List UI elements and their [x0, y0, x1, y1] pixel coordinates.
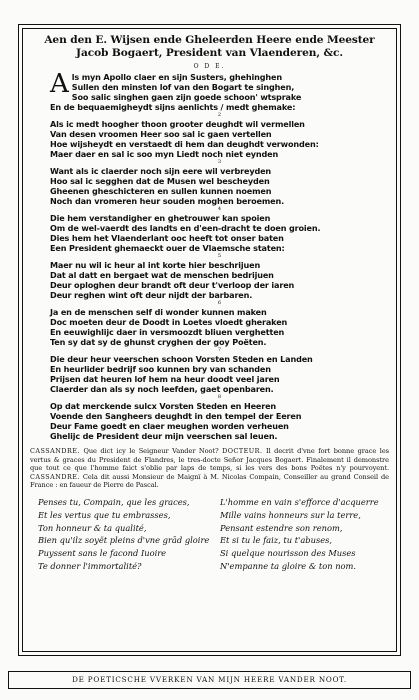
- verse-line: Et les vertus que tu embrasses,: [38, 509, 171, 520]
- running-footer: DE POETICSCHE VVERKEN VAN MIJN HEERE VANDER NOOT.: [8, 671, 411, 689]
- verse-line: Te donner l'immortalité?: [38, 560, 142, 571]
- verse-line: Een President ghemaeckt ouer de Vlaemsche staten:: [50, 243, 285, 253]
- french-verse: [30, 496, 389, 573]
- verse-column-left: [30, 496, 216, 573]
- stanza: [50, 69, 389, 112]
- verse-line: Op dat merckende sulcx Vorsten Steden en Heeren: [50, 401, 277, 411]
- verse-line: Dies hem het Vlaenderlant ooc heeft tot onser baten: [50, 233, 284, 243]
- verse-line: Ja en de menschen self di wonder kunnen maken: [50, 307, 267, 317]
- verse-line: Dat al datt en bergaet wat de menschen bedrijuen: [50, 270, 274, 280]
- stanza-number: 3: [217, 159, 222, 165]
- speaker-name: CASSANDRE.: [30, 472, 80, 481]
- verse-line: Voende den Sangheers deughdt in den tempel der Eeren: [50, 411, 302, 421]
- verse-line: Deur Fame goedt en claer meughen worden verheuen: [50, 421, 289, 431]
- dedication-title: [30, 34, 389, 59]
- ode-label: O D E.: [193, 63, 226, 70]
- verse-line: Hoo sal ic segghen dat de Musen wel bescheyden: [50, 176, 270, 186]
- verse-line: Ten sy dat sy de ghunst cryghen der goy Poëten.: [50, 337, 267, 347]
- verse-line: Gheenen gheschicteren en sullen kunnen noemen: [50, 186, 272, 196]
- stanza-number: 5: [217, 253, 222, 259]
- verse-line: L'homme en vain s'efforce d'acquerre: [220, 496, 379, 507]
- verse-line: Die deur heur veerschen schoon Vorsten Steden en Landen: [50, 354, 313, 364]
- drop-capital: A: [50, 69, 69, 99]
- verse-line: Maer nu wil ic heur al int korte hier beschrijuen: [50, 260, 261, 270]
- stanza-number: 2: [217, 112, 222, 118]
- verse-line: Si quelque nourisson des Muses: [220, 548, 356, 559]
- stanza-number: 8: [217, 394, 222, 400]
- verse-line: Pensant estendre son renom,: [220, 522, 343, 533]
- verse-line: Die hem verstandigher en ghetrouwer kan spoien: [50, 213, 271, 223]
- stanza: [50, 159, 389, 206]
- stanza: [50, 206, 389, 253]
- verse-line: En heurlider bedrijf soo kunnen bry van schanden: [50, 364, 271, 374]
- verse-line: Prijsen dat heuren lof hem na heur doodt veel jaren: [50, 374, 280, 384]
- verse-line: En eeuwighlijc daer in versmoozdt bliuen verghetten: [50, 327, 285, 337]
- verse-column-right: [216, 496, 379, 573]
- verse-line: Als ic medt hoogher thoon grooter deughdt wil vermellen: [50, 119, 305, 129]
- verse-line: N'empanne ta gloire & ton nom.: [220, 560, 357, 571]
- speaker-name: CASSANDRE.: [30, 447, 80, 455]
- verse-line: Doc moeten deur de Doodt in Loetes vloedt gheraken: [50, 317, 288, 327]
- stanza-number: 7: [217, 347, 222, 353]
- stanza-number: 4: [217, 206, 222, 212]
- dedication-title-line2: Jacob Bogaert, President van Vlaenderen, &c.: [76, 46, 343, 59]
- stanza-number: 6: [217, 300, 222, 306]
- speaker-name: DOCTEUR.: [222, 447, 263, 455]
- stanza: [50, 253, 389, 300]
- verse-line: Om de wel-vaerdt des landts en d'een-dracht te doen groien.: [50, 223, 321, 233]
- verse-line: Mille vains honneurs sur la terre,: [220, 509, 361, 520]
- stanza: [50, 300, 389, 347]
- verse-line: Claerder dan als sy noch leefden, gaet openbaren.: [50, 384, 274, 394]
- dedication-title-line1: Aen den E. Wijsen ende Gheleerden Heere ende Meester: [44, 34, 375, 46]
- prose-text: Il decrit d'vne fort bonne grace les vertus & graces du President de Flandres, le tres-docte Señor Jacques Bogaert. Finalement il demonstre que tout ce que l'homme faict s'oblie par laps de temps, si les vers des bons Poëtes n'y pourvoyent.: [30, 447, 390, 473]
- verse-line: Ton honneur & ta qualité,: [38, 522, 147, 533]
- verse-line: Deur oploghen deur brandt oft deur t'verloop der iaren: [50, 280, 295, 290]
- verse-line: Noch dan vromeren heur souden moghen beroemen.: [50, 196, 284, 206]
- stanza: [50, 112, 389, 159]
- verse-line: Soo salic singhen gaen zijn goede schoon' wtsprake: [71, 92, 302, 102]
- verse-line: En de bequaemigheydt sijns aenlichts / medt ghemake:: [50, 102, 296, 112]
- verse-line: Et si tu le faiz, tu t'abuses,: [220, 535, 333, 546]
- stanza: [50, 394, 389, 441]
- verse-line: Puyssent sans le facond Iuoire: [38, 548, 167, 559]
- verse-line: ls myn Apollo claer en sijn Susters, ghehinghen: [71, 72, 282, 82]
- verse-line: Sullen den minsten lof van den Bogart te singhen,: [71, 82, 295, 92]
- verse-line: Bien qu'ilz soyët pleins d'vne grād gloire: [38, 535, 210, 546]
- stanza: [50, 347, 389, 394]
- prose-dialogue: [30, 447, 389, 490]
- ode-stanzas: [50, 69, 389, 441]
- verse-line: Hoe wijsheydt en verstaedt di hem dan deughdt verwonden:: [50, 139, 319, 149]
- verse-line: Maer daer en sal ic soo myn Liedt noch niet eynden: [50, 149, 279, 159]
- verse-line: Want als ic claerder noch sijn eere wil verbreyden: [50, 166, 272, 176]
- prose-text: Que dict icy le Seigneur Vander Noot?: [80, 447, 219, 455]
- verse-line: Deur reghen wint oft deur nijdt der barbaren.: [50, 290, 253, 300]
- verse-line: Penses tu, Compain, que les graces,: [38, 496, 190, 507]
- prose-text: Cela dit aussi Monsieur de Maignï à M. Nicolas Compain, Conseiller au grand Conseil de France : en faueur de Pierre de Pascal.: [30, 472, 389, 490]
- verse-line: Ghelijc de President deur mijn veerschen sal leuen.: [50, 431, 278, 441]
- verse-line: Van desen vroomen Heer soo sal ic gaen vertellen: [50, 129, 272, 139]
- page-content: [30, 34, 389, 573]
